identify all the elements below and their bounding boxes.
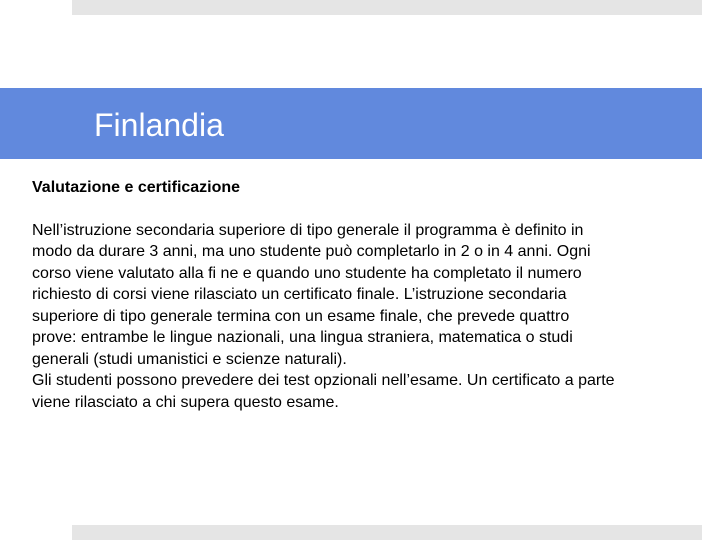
text-line: modo da durare 3 anni, ma uno studente può completarlo in 2 o in 4 anni. Ogni [32, 243, 591, 260]
text-line: generali (studi umanistici e scienze naturali). [32, 350, 347, 368]
text-line: Nell’istruzione secondaria superiore di tipo generale il programma è definito in [32, 221, 584, 239]
top-decorative-strip [72, 0, 702, 15]
text-line: viene rilasciato a chi supera questo esame. [32, 393, 339, 411]
text-line: richiesto di corsi viene rilasciato un certificato finale. L’istruzione secondaria [32, 286, 567, 303]
text-line: corso viene valutato alla fi ne e quando uno studente ha completato il numero [32, 264, 582, 282]
slide-title: Finlandia [94, 107, 224, 143]
body-paragraph-1 [32, 220, 692, 371]
text-line: prove: entrambe le lingue nazionali, una lingua straniera, matematica o studi [32, 329, 573, 346]
text-line: superiore di tipo generale termina con un esame finale, che prevede quattro [32, 307, 570, 325]
section-heading: Valutazione e certificazione [32, 179, 241, 196]
text-line: Gli studenti possono prevedere dei test opzionali nell’esame. Un certificato a parte [32, 372, 615, 389]
body-paragraph-2 [32, 370, 692, 413]
bottom-decorative-strip [72, 525, 702, 540]
slide-content [32, 177, 692, 413]
